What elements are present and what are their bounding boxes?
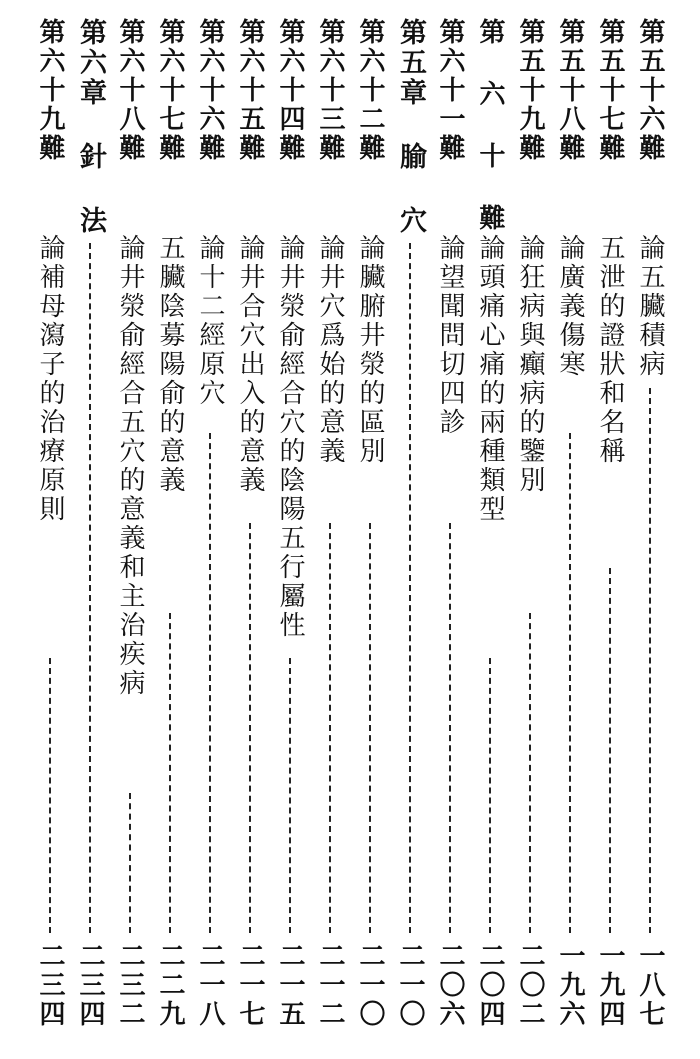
- entry-number: 第六十六難: [195, 18, 225, 163]
- leader-dots: [529, 613, 531, 933]
- leader-dots: [129, 793, 131, 933]
- entry-page-number: 二三二: [115, 942, 145, 1029]
- chapter-title: 第五章 腧 穴: [395, 18, 426, 236]
- toc-entry: [150, 18, 190, 1038]
- leader-dots: [449, 523, 451, 933]
- leader-dots: [89, 243, 91, 933]
- entry-title: 五臟陰募陽俞的意義: [155, 234, 185, 495]
- entry-page-number: 二二九: [155, 942, 185, 1029]
- leader-dots: [369, 523, 371, 933]
- entry-page-number: 二一八: [195, 942, 225, 1029]
- chapter-page-number: 二一〇: [395, 942, 425, 1029]
- entry-page-number: 二一二: [315, 942, 345, 1029]
- entry-page-number: 二三四: [35, 942, 65, 1029]
- entry-number: 第六十二難: [355, 18, 385, 163]
- toc-entry: [550, 18, 590, 1038]
- entry-title: 論望聞問切四診: [435, 234, 465, 437]
- entry-title: 論井合穴出入的意義: [235, 234, 265, 495]
- entry-title: 論頭痛心痛的兩種類型: [475, 234, 505, 524]
- entry-title: 論廣義傷寒: [555, 234, 585, 379]
- entry-page-number: 一九六: [555, 942, 585, 1029]
- toc-entry: [190, 18, 230, 1038]
- entry-page-number: 一九四: [595, 942, 625, 1029]
- entry-title: 論井滎俞經合五穴的意義和主治疾病: [115, 234, 145, 698]
- leader-dots: [409, 243, 411, 933]
- entry-title: 論井滎俞經合穴的陰陽五行屬性: [275, 234, 305, 640]
- entry-number: 第五十八難: [555, 18, 585, 163]
- entry-title: 論狂病與癲病的鑒別: [515, 234, 545, 495]
- chapter-page-number: 二三四: [75, 942, 105, 1029]
- leader-dots: [649, 388, 651, 933]
- leader-dots: [489, 658, 491, 933]
- entry-number: 第六十七難: [155, 18, 185, 163]
- entry-page-number: 二〇六: [435, 942, 465, 1029]
- entry-number: 第五十六難: [635, 18, 665, 163]
- entry-page-number: 二一五: [275, 942, 305, 1029]
- entry-title: 論五臟積病: [635, 234, 665, 379]
- toc-entry: [470, 18, 510, 1038]
- entry-title: 論臟腑井滎的區別: [355, 234, 385, 466]
- entry-number: 第六十三難: [315, 18, 345, 163]
- entry-page-number: 二一七: [235, 942, 265, 1029]
- toc-entry: [310, 18, 350, 1038]
- leader-dots: [209, 433, 211, 933]
- entry-number: 第六十九難: [35, 18, 65, 163]
- entry-page-number: 一八七: [635, 942, 665, 1029]
- leader-dots: [289, 658, 291, 933]
- chapter-title: 第六章 針 法: [75, 18, 106, 236]
- entry-number: 第六十一難: [435, 18, 465, 163]
- leader-dots: [169, 613, 171, 933]
- entry-page-number: 二一〇: [355, 942, 385, 1029]
- toc-entry: [270, 18, 310, 1038]
- entry-title: 論井穴爲始的意義: [315, 234, 345, 466]
- leader-dots: [329, 523, 331, 933]
- entry-title: 五泄的證狀和名稱: [595, 234, 625, 466]
- entry-number: 第五十九難: [515, 18, 545, 163]
- entry-number: 第五十七難: [595, 18, 625, 163]
- leader-dots: [49, 658, 51, 933]
- entry-number: 第六十八難: [115, 18, 145, 163]
- chapter-heading: [390, 18, 430, 1038]
- toc-entry: [230, 18, 270, 1038]
- leader-dots: [609, 568, 611, 933]
- entry-number: 第六十五難: [235, 18, 265, 163]
- toc-entry: [30, 18, 70, 1038]
- entry-page-number: 二〇二: [515, 942, 545, 1029]
- entry-number: 第六十四難: [275, 18, 305, 163]
- chapter-heading: [70, 18, 110, 1038]
- toc-entry: [430, 18, 470, 1038]
- leader-dots: [569, 433, 571, 933]
- entry-title: 論十二經原穴: [195, 234, 225, 408]
- toc-entry: [110, 18, 150, 1038]
- toc-entry: [590, 18, 630, 1038]
- toc-entry: [630, 18, 670, 1038]
- entry-title: 論補母瀉子的治療原則: [35, 234, 65, 524]
- entry-number: 第 六 十 難: [475, 18, 505, 233]
- toc-entry: [350, 18, 390, 1038]
- entry-page-number: 二〇四: [475, 942, 505, 1029]
- toc-entry: [510, 18, 550, 1038]
- leader-dots: [249, 523, 251, 933]
